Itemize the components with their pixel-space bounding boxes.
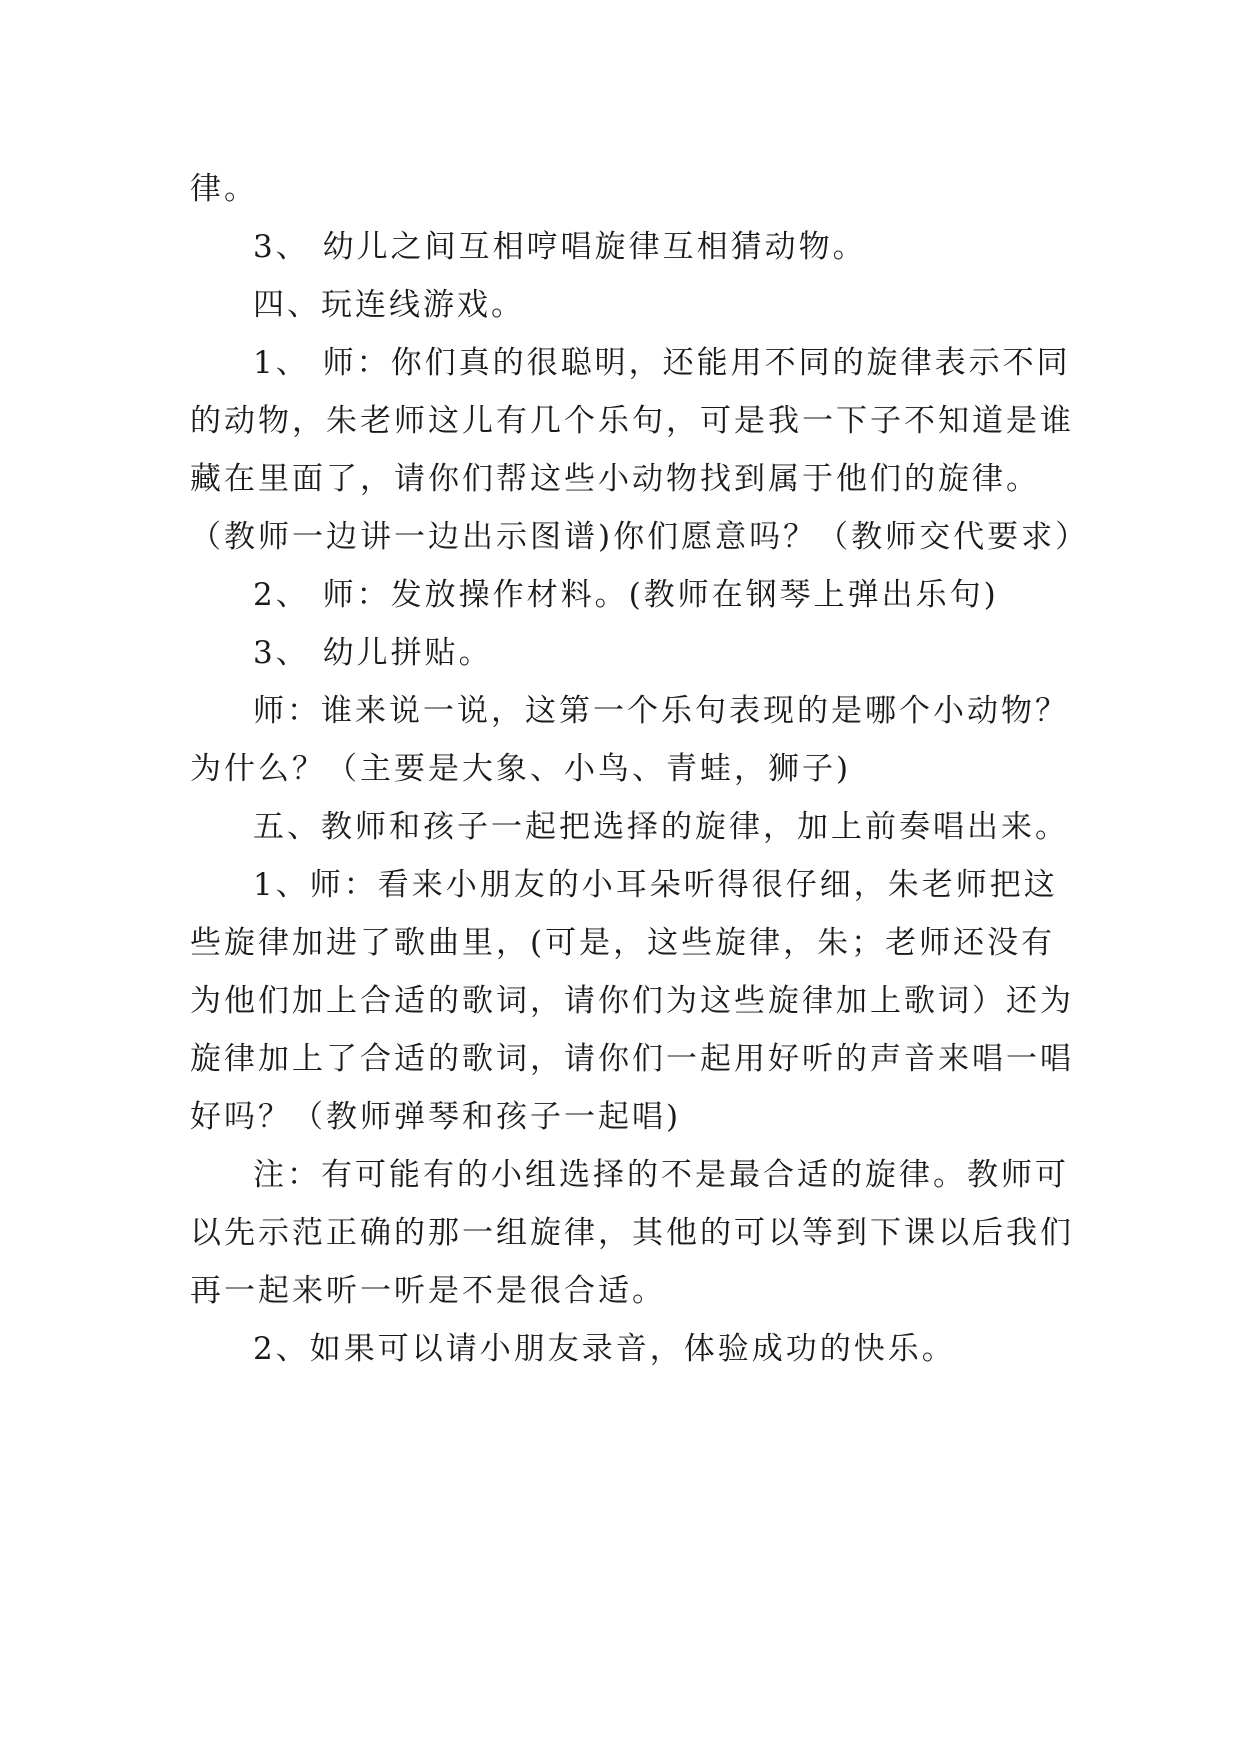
note-line: 注：有可能有的小组选择的不是最合适的旋律。教师可 [253,1157,1069,1193]
text-line: 旋律加上了合适的歌词，请你们一起用好听的声音来唱一唱 [190,1041,1074,1077]
text-line: 藏在里面了，请你们帮这些小动物找到属于他们的旋律。 [190,461,1040,497]
text-line: 3、 幼儿之间互相哼唱旋律互相猜动物。 [253,229,867,265]
text-line: 1、师：看来小朋友的小耳朵听得很仔细，朱老师把这 [253,867,1058,903]
text-line: 些旋律加进了歌曲里，(可是，这些旋律，朱；老师还没有 [190,925,1056,961]
document-body [190,160,1090,1378]
section-heading: 四、玩连线游戏。 [253,287,525,323]
text-line: 为什么？（主要是大象、小鸟、青蛙，狮子) [190,751,852,787]
text-line: 为他们加上合适的歌词，请你们为这些旋律加上歌词）还为 [190,983,1074,1019]
text-line: 好吗？（教师弹琴和孩子一起唱) [190,1099,682,1135]
text-line: 2、如果可以请小朋友录音，体验成功的快乐。 [253,1331,956,1367]
text-line: 1、 师：你们真的很聪明，还能用不同的旋律表示不同 [253,345,1071,381]
text-line: 再一起来听一听是不是很合适。 [190,1273,666,1309]
text-line: 的动物，朱老师这儿有几个乐句，可是我一下子不知道是谁 [190,403,1074,439]
text-line: 师：谁来说一说，这第一个乐句表现的是哪个小动物？ [253,693,1069,729]
section-heading: 五、教师和孩子一起把选择的旋律，加上前奏唱出来。 [253,809,1069,845]
text-line: （教师一边讲一边出示图谱)你们愿意吗？（教师交代要求） [190,519,1090,555]
text-line: 以先示范正确的那一组旋律，其他的可以等到下课以后我们 [190,1215,1074,1251]
text-line: 律。 [190,171,258,207]
text-line: 3、 幼儿拼贴。 [253,635,493,671]
text-line: 2、 师：发放操作材料。(教师在钢琴上弹出乐句) [253,577,999,613]
